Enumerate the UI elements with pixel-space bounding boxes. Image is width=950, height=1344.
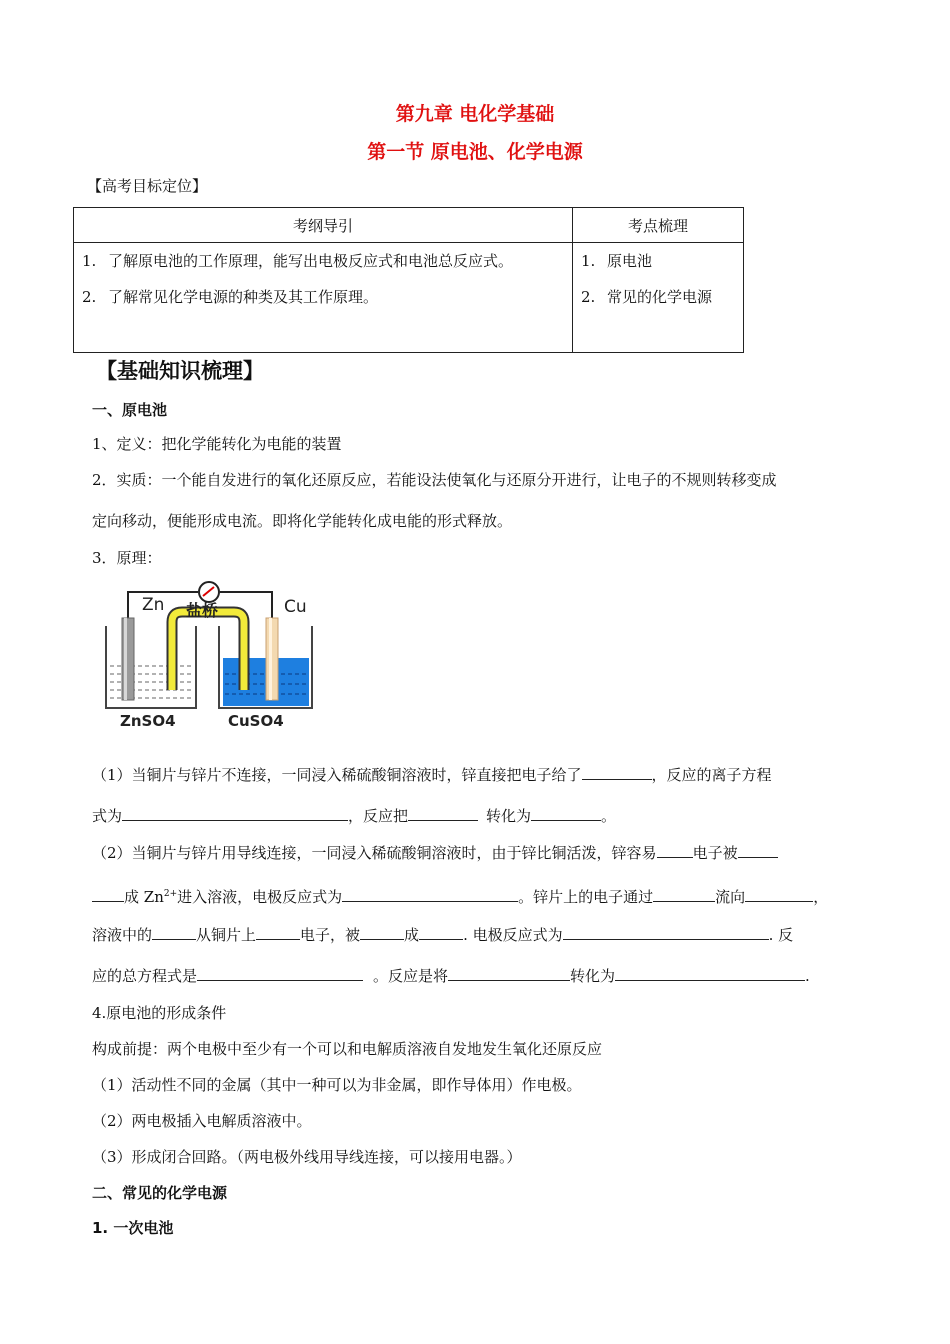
answer-blank[interactable] [531, 806, 601, 821]
answer-blank[interactable] [197, 966, 363, 981]
salt-bridge-label: 盐桥 [186, 601, 219, 620]
answer-blank[interactable] [653, 887, 715, 902]
znso4-label: ZnSO4 [120, 712, 176, 730]
answer-blank[interactable] [563, 925, 769, 940]
syllabus-cell [74, 243, 573, 353]
objectives-heading: 【高考目标定位】 [87, 177, 208, 195]
topics-cell [573, 243, 744, 353]
condition-1: （1）活动性不同的金属（其中一种可以为非金属，即作导体用）作电极。 [92, 1076, 582, 1094]
condition-2: （2）两电极插入电解质溶液中。 [92, 1112, 312, 1130]
principle-label: 3．原理： [92, 549, 162, 567]
answer-blank[interactable] [448, 966, 570, 981]
list-item: 2. 常见的化学电源 [581, 288, 713, 306]
answer-blank[interactable] [408, 806, 478, 821]
question-2-line-1: （2）当铜片与锌片用导线连接，一同浸入稀硫酸铜溶液时，由于锌比铜活泼，锌容易 电子被 [92, 843, 778, 863]
galvanic-cell-diagram [100, 578, 325, 733]
answer-blank[interactable] [360, 925, 404, 940]
list-item: 1. 了解原电池的工作原理，能写出电极反应式和电池总反应式。 [82, 252, 514, 270]
essence-text-cont: 定向移动，便能形成电流。即将化学能转化成电能的形式释放。 [92, 512, 513, 530]
chapter-title: 第九章 电化学基础 [395, 103, 555, 125]
answer-blank[interactable] [122, 806, 348, 821]
objectives-table [73, 207, 744, 353]
question-2-line-4: 应的总方程式是 。反应是将 转化为 . [92, 967, 810, 985]
basics-heading: 【基础知识梳理】 [96, 359, 264, 383]
answer-blank[interactable] [582, 765, 652, 780]
heading-chemical-sources: 二、常见的化学电源 [92, 1184, 228, 1202]
cu-label: Cu [284, 597, 307, 617]
question-1-line-1: （1）当铜片与锌片不连接，一同浸入稀硫酸铜溶液时，锌直接把电子给了 ，反应的离子方程 [92, 766, 772, 784]
answer-blank[interactable] [342, 887, 518, 902]
answer-blank[interactable] [256, 925, 300, 940]
essence-text: 2．实质：一个能自发进行的氧化还原反应，若能设法使氧化与还原分开进行，让电子的不规则转移变成 [92, 471, 777, 489]
list-item: 1. 原电池 [581, 252, 653, 270]
question-1-line-2: 式为 ，反应把 转化为 。 [92, 807, 617, 825]
cuso4-label: CuSO4 [228, 712, 284, 730]
answer-blank[interactable] [657, 843, 693, 858]
answer-blank[interactable] [152, 925, 196, 940]
section-title: 第一节 原电池、化学电源 [367, 141, 583, 163]
heading-galvanic-cell: 一、原电池 [92, 401, 168, 419]
question-2-line-3: 溶液中的 从铜片上 电子，被 成 . 电极反应式为 . 反 [92, 926, 794, 944]
answer-blank[interactable] [738, 843, 778, 858]
table-header-syllabus: 考纲导引 [74, 208, 573, 243]
condition-3: （3）形成闭合回路。（两电极外线用导线连接，可以接用电器。） [92, 1148, 522, 1166]
list-item: 2. 了解常见化学电源的种类及其工作原理。 [82, 288, 379, 306]
answer-blank[interactable] [419, 925, 463, 940]
heading-primary-battery: 1. 一次电池 [92, 1219, 174, 1237]
definition-text: 1、定义：把化学能转化为电能的装置 [92, 435, 342, 453]
answer-blank[interactable] [92, 887, 124, 902]
answer-blank[interactable] [745, 887, 813, 902]
formation-premise: 构成前提：两个电极中至少有一个可以和电解质溶液自发地发生氧化还原反应 [92, 1040, 603, 1058]
table-header-topics: 考点梳理 [573, 208, 744, 243]
question-2-line-2: 成 $Zn^{2+}$进入溶液，电极反应式为 。锌片上的电子通过 流向 ， [92, 884, 828, 907]
formation-conditions-heading: 4.原电池的形成条件 [92, 1004, 227, 1022]
zn-label: Zn [142, 595, 165, 615]
answer-blank[interactable] [615, 966, 805, 981]
